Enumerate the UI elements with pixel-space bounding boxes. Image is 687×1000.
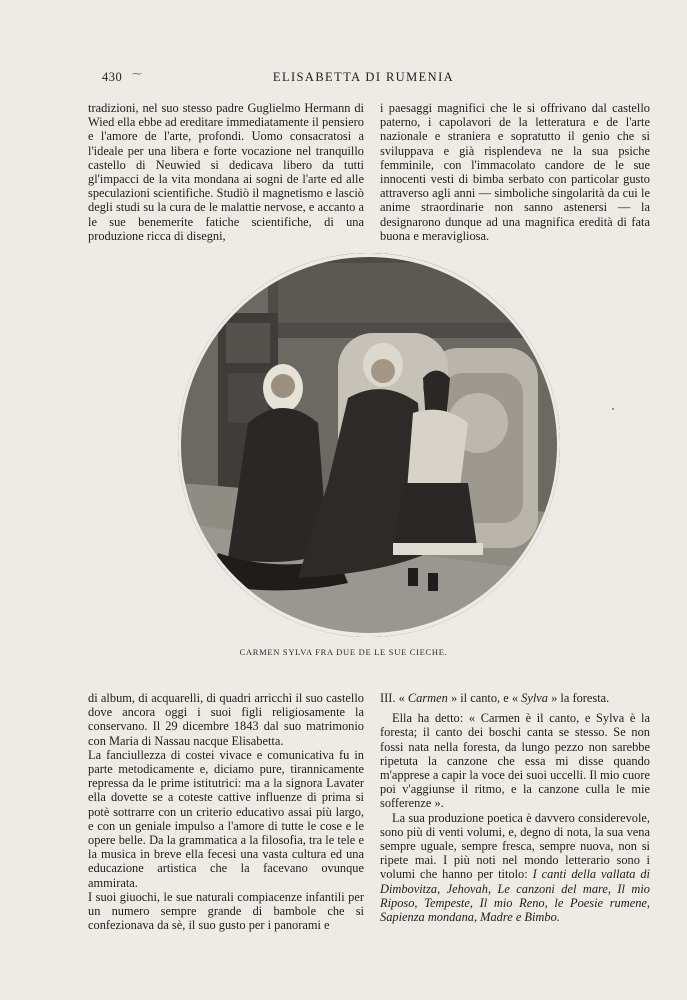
column-bottom-right (380, 691, 650, 924)
figure-caption: CARMEN SYLVA FRA DUE DE LE SUE CIECHE. (239, 647, 448, 657)
paragraph: I suoi giuochi, le sue naturali compiacenze infantili per un numero sempre grande di bambole che si confezionava da sè, il suo gusto per i panorami e (88, 889, 364, 933)
photograph (178, 253, 560, 637)
paragraph: di album, di acquarelli, di quadri arricchì il suo castello dove ancora oggi i suoi figli religiosamente la conservano. Il 29 dicembre 1843 dal suo matrimonio con Maria di Nassau nacque Elisabetta. (88, 691, 364, 748)
paragraph: i paesaggi magnifici che le si offrivano dal castello paterno, i capolavori de la letteratura e de l'arte nazionale e straniera e sopratutto il genio che si sviluppava e già risplendeva ne la sua psiche femminile, con l'immacolato candore de le sue innocenti vesti di bimba serbato con particolar gusto attraverso agli anni — simboliche singolarità da cui le anime straordinarie non sanno astenersi — la designarono dunque ad una magnifica eredità di fata buona e meravigliosa. (380, 101, 650, 243)
photograph-illustration (178, 253, 560, 637)
paragraph: La fanciullezza di costei vivace e comunicativa fu in parte metodicamente e, diciamo pure, tirannicamente repressa da le prime istitutrici: ma a la signora Lavater ella dovette se a coteste cattive influenze di prima si potè sottrarre con un criterio educativo assai più largo, e con un geniale impulso a l'amore di tutte le cose e le opere belle. Da la grammatica a la filosofia, tra le tele e la musica in breve ella fecesi una vasta cultura ed una educazione artistica che la facevano ovunque ammirata. (88, 747, 364, 890)
column-bottom-left (88, 691, 364, 932)
page-header (100, 70, 627, 88)
titles-list: I canti della vallata di Dimbovitza, Jehovah, Le canzoni del mare, Il mio Riposo, Tempeste, Il mio Reno, le Poesie rumene, Sapienza mondana, Madre e Bimbo. (380, 867, 650, 925)
section-title-carmen: Carmen (407, 691, 448, 705)
ornament-mark: ⁓ (132, 69, 143, 80)
section-heading: III. « Carmen » il canto, e « Sylva » la foresta. (380, 691, 610, 705)
paragraph: La sua produzione poetica è davvero considerevole, sono più di venti volumi, e, degno di nota, la sua vena sempre uguale, sempre fresca, sempre nuova, non si ripete mai. I più noti nel mondo letterario sono i volumi che hanno per titolo: I canti della vallata di Dimbovitza, Jehovah, Le canzoni del mare, Il mio Riposo, Tempeste, Il mio Reno, le Poesie rumene, Sapienza mondana, Madre e Bimbo. (380, 810, 650, 925)
section-title-sylva: Sylva (521, 691, 548, 705)
page-number: 430 (102, 70, 123, 84)
paragraph: Ella ha detto: « Carmen è il canto, e Sylva è la foresta; il canto dei boschi canta se stesso. Se non fossi nata nella foresta, da lungo pezzo non sarebbe ripetuta la canzone che essa mi disse quando m'apprese a capir la voce dei suoi uccelli. Il mio cuore poi v'aggiunse il ritmo, e la canzone culla le mie sofferenze ». (380, 711, 650, 811)
paragraph: tradizioni, nel suo stesso padre Guglielmo Hermann di Wied ella ebbe ad ereditare immediatamente il pensiero e l'amore de l'arte, profondi. Uomo consacratosi a l'ideale per una libera e forte vocazione nel tranquillo castello di Neuwied si dedicava libero da tutti gl'impacci de la vita mondana ai sogni de l'arte ed alle speculazioni scientifiche. Studiò il magnetismo e lasciò degli studi su la cura de le malattie nervose, e accanto a le sue benemerite fatiche scientifiche, di una produzione ricca di disegni, (88, 101, 364, 243)
speck (612, 408, 614, 410)
column-top-left (88, 101, 364, 243)
running-title: ELISABETTA DI RUMENIA (272, 70, 455, 84)
column-top-right (380, 101, 650, 243)
